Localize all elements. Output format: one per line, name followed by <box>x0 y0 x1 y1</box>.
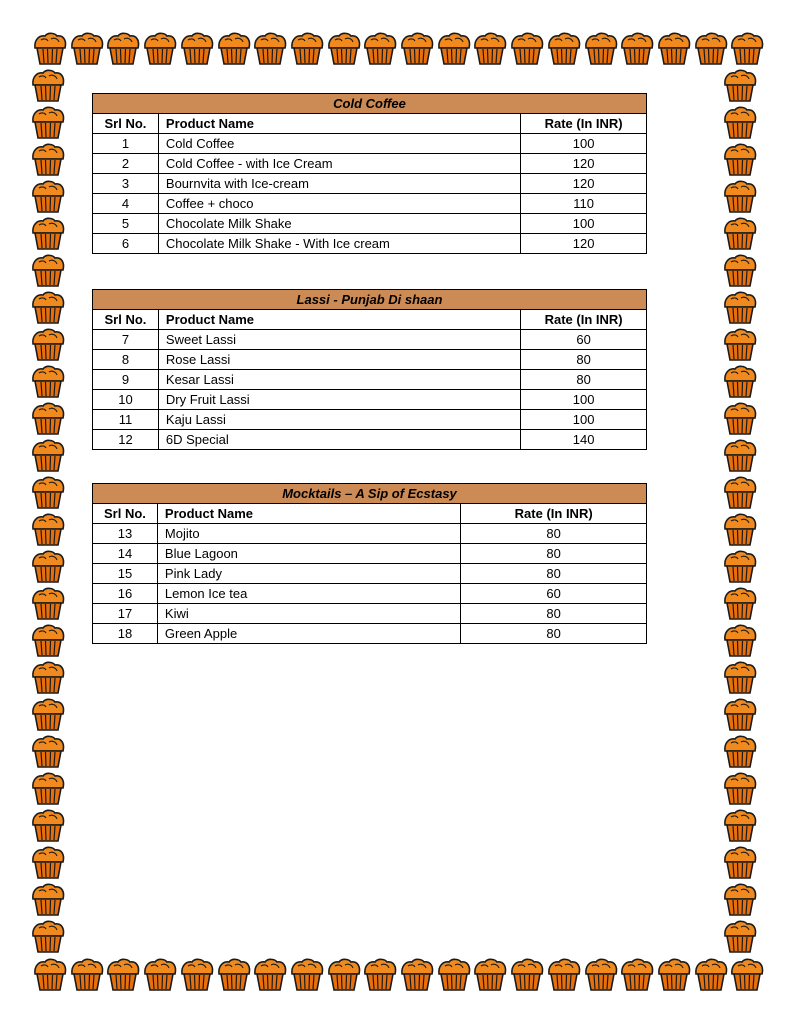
product-name-cell: Coffee + choco <box>158 194 520 214</box>
muffin-icon <box>722 253 758 289</box>
muffin-icon <box>722 68 758 104</box>
muffin-icon <box>436 957 472 993</box>
muffin-icon <box>30 290 66 326</box>
rate-cell: 60 <box>521 330 647 350</box>
rate-cell: 140 <box>521 430 647 450</box>
product-name-cell: Sweet Lassi <box>158 330 520 350</box>
muffin-icon <box>722 623 758 659</box>
muffin-icon <box>30 216 66 252</box>
muffin-icon <box>722 216 758 252</box>
section-title: Mocktails – A Sip of Ecstasy <box>93 484 647 504</box>
muffin-icon <box>362 31 398 67</box>
srl-cell: 12 <box>93 430 159 450</box>
srl-cell: 1 <box>93 134 159 154</box>
srl-cell: 9 <box>93 370 159 390</box>
table-row <box>93 194 647 214</box>
muffin-icon <box>30 475 66 511</box>
srl-cell: 3 <box>93 174 159 194</box>
muffin-icon <box>30 623 66 659</box>
muffin-icon <box>32 31 68 67</box>
muffin-icon <box>722 105 758 141</box>
table-row <box>93 154 647 174</box>
section-title: Lassi - Punjab Di shaan <box>93 290 647 310</box>
muffin-icon <box>30 697 66 733</box>
muffin-icon <box>216 957 252 993</box>
muffin-icon <box>693 957 729 993</box>
muffin-icon <box>399 31 435 67</box>
muffin-icon <box>142 957 178 993</box>
column-header-srl: Srl No. <box>93 114 159 134</box>
srl-cell: 6 <box>93 234 159 254</box>
srl-cell: 15 <box>93 564 158 584</box>
muffin-icon <box>30 660 66 696</box>
srl-cell: 13 <box>93 524 158 544</box>
column-header-name: Product Name <box>158 310 520 330</box>
muffin-icon <box>30 364 66 400</box>
rate-cell: 80 <box>461 624 647 644</box>
product-name-cell: Mojito <box>157 524 460 544</box>
srl-cell: 18 <box>93 624 158 644</box>
column-header-rate: Rate (In INR) <box>521 310 647 330</box>
rate-cell: 80 <box>521 370 647 390</box>
product-name-cell: Blue Lagoon <box>157 544 460 564</box>
muffin-icon <box>105 31 141 67</box>
rate-cell: 120 <box>521 174 647 194</box>
rate-cell: 110 <box>521 194 647 214</box>
muffin-icon <box>722 475 758 511</box>
muffin-icon <box>722 771 758 807</box>
muffin-icon <box>472 31 508 67</box>
muffin-icon <box>729 957 765 993</box>
muffin-icon <box>693 31 729 67</box>
table-row <box>93 390 647 410</box>
rate-cell: 120 <box>521 154 647 174</box>
muffin-icon <box>30 179 66 215</box>
rate-cell: 100 <box>521 410 647 430</box>
muffin-icon <box>30 327 66 363</box>
muffin-icon <box>32 957 68 993</box>
muffin-icon <box>722 586 758 622</box>
rate-cell: 120 <box>521 234 647 254</box>
muffin-icon <box>30 845 66 881</box>
table-row <box>93 134 647 154</box>
muffin-icon <box>69 957 105 993</box>
rate-cell: 100 <box>521 134 647 154</box>
muffin-icon <box>729 31 765 67</box>
srl-cell: 11 <box>93 410 159 430</box>
product-name-cell: Bournvita with Ice-cream <box>158 174 520 194</box>
muffin-icon <box>619 957 655 993</box>
muffin-icon <box>142 31 178 67</box>
product-name-cell: Dry Fruit Lassi <box>158 390 520 410</box>
table-row <box>93 544 647 564</box>
srl-cell: 8 <box>93 350 159 370</box>
muffin-icon <box>546 31 582 67</box>
rate-cell: 100 <box>521 214 647 234</box>
muffin-icon <box>722 142 758 178</box>
muffin-icon <box>722 512 758 548</box>
muffin-icon <box>30 808 66 844</box>
menu-table-cold-coffee <box>92 93 647 254</box>
muffin-icon <box>722 549 758 585</box>
column-header-rate: Rate (In INR) <box>461 504 647 524</box>
muffin-icon <box>30 586 66 622</box>
srl-cell: 16 <box>93 584 158 604</box>
muffin-icon <box>722 438 758 474</box>
rate-cell: 80 <box>461 544 647 564</box>
muffin-icon <box>722 179 758 215</box>
muffin-icon <box>362 957 398 993</box>
muffin-icon <box>179 957 215 993</box>
muffin-icon <box>30 882 66 918</box>
muffin-icon <box>656 31 692 67</box>
product-name-cell: Lemon Ice tea <box>157 584 460 604</box>
column-header-srl: Srl No. <box>93 310 159 330</box>
muffin-icon <box>509 31 545 67</box>
rate-cell: 80 <box>461 524 647 544</box>
table-row <box>93 410 647 430</box>
muffin-icon <box>546 957 582 993</box>
product-name-cell: Kesar Lassi <box>158 370 520 390</box>
muffin-icon <box>326 957 362 993</box>
table-row <box>93 350 647 370</box>
product-name-cell: Cold Coffee <box>158 134 520 154</box>
column-header-rate: Rate (In INR) <box>521 114 647 134</box>
product-name-cell: Pink Lady <box>157 564 460 584</box>
muffin-icon <box>619 31 655 67</box>
srl-cell: 17 <box>93 604 158 624</box>
muffin-icon <box>722 660 758 696</box>
muffin-icon <box>30 401 66 437</box>
muffin-icon <box>656 957 692 993</box>
muffin-icon <box>722 808 758 844</box>
table-row <box>93 564 647 584</box>
product-name-cell: Rose Lassi <box>158 350 520 370</box>
table-row <box>93 604 647 624</box>
column-header-name: Product Name <box>158 114 520 134</box>
muffin-icon <box>583 31 619 67</box>
muffin-icon <box>30 68 66 104</box>
table-row <box>93 624 647 644</box>
menu-table-lassi <box>92 289 647 450</box>
muffin-icon <box>30 438 66 474</box>
column-header-name: Product Name <box>157 504 460 524</box>
muffin-icon <box>30 919 66 955</box>
muffin-icon <box>289 957 325 993</box>
muffin-icon <box>30 512 66 548</box>
muffin-icon <box>30 105 66 141</box>
muffin-icon <box>509 957 545 993</box>
muffin-icon <box>69 31 105 67</box>
rate-cell: 80 <box>521 350 647 370</box>
muffin-icon <box>583 957 619 993</box>
table-row <box>93 430 647 450</box>
table-row <box>93 234 647 254</box>
table-row <box>93 174 647 194</box>
product-name-cell: Green Apple <box>157 624 460 644</box>
product-name-cell: Chocolate Milk Shake - With Ice cream <box>158 234 520 254</box>
muffin-icon <box>326 31 362 67</box>
srl-cell: 7 <box>93 330 159 350</box>
muffin-icon <box>216 31 252 67</box>
product-name-cell: Chocolate Milk Shake <box>158 214 520 234</box>
muffin-icon <box>30 253 66 289</box>
srl-cell: 5 <box>93 214 159 234</box>
srl-cell: 4 <box>93 194 159 214</box>
menu-table-mocktails <box>92 483 647 644</box>
rate-cell: 60 <box>461 584 647 604</box>
muffin-icon <box>399 957 435 993</box>
table-row <box>93 370 647 390</box>
muffin-icon <box>722 401 758 437</box>
muffin-icon <box>30 771 66 807</box>
table-row <box>93 330 647 350</box>
rate-cell: 80 <box>461 604 647 624</box>
section-title: Cold Coffee <box>93 94 647 114</box>
muffin-icon <box>289 31 325 67</box>
srl-cell: 2 <box>93 154 159 174</box>
muffin-icon <box>30 549 66 585</box>
muffin-icon <box>436 31 472 67</box>
muffin-icon <box>722 734 758 770</box>
table-row <box>93 584 647 604</box>
muffin-icon <box>722 327 758 363</box>
muffin-icon <box>722 364 758 400</box>
column-header-srl: Srl No. <box>93 504 158 524</box>
product-name-cell: Kiwi <box>157 604 460 624</box>
muffin-icon <box>30 142 66 178</box>
srl-cell: 10 <box>93 390 159 410</box>
muffin-icon <box>722 919 758 955</box>
muffin-icon <box>472 957 508 993</box>
rate-cell: 100 <box>521 390 647 410</box>
product-name-cell: 6D Special <box>158 430 520 450</box>
product-name-cell: Cold Coffee - with Ice Cream <box>158 154 520 174</box>
muffin-icon <box>722 697 758 733</box>
srl-cell: 14 <box>93 544 158 564</box>
muffin-icon <box>105 957 141 993</box>
muffin-icon <box>722 882 758 918</box>
rate-cell: 80 <box>461 564 647 584</box>
table-row <box>93 524 647 544</box>
muffin-icon <box>179 31 215 67</box>
product-name-cell: Kaju Lassi <box>158 410 520 430</box>
muffin-icon <box>252 957 288 993</box>
table-row <box>93 214 647 234</box>
muffin-icon <box>722 290 758 326</box>
muffin-icon <box>252 31 288 67</box>
muffin-icon <box>722 845 758 881</box>
muffin-icon <box>30 734 66 770</box>
